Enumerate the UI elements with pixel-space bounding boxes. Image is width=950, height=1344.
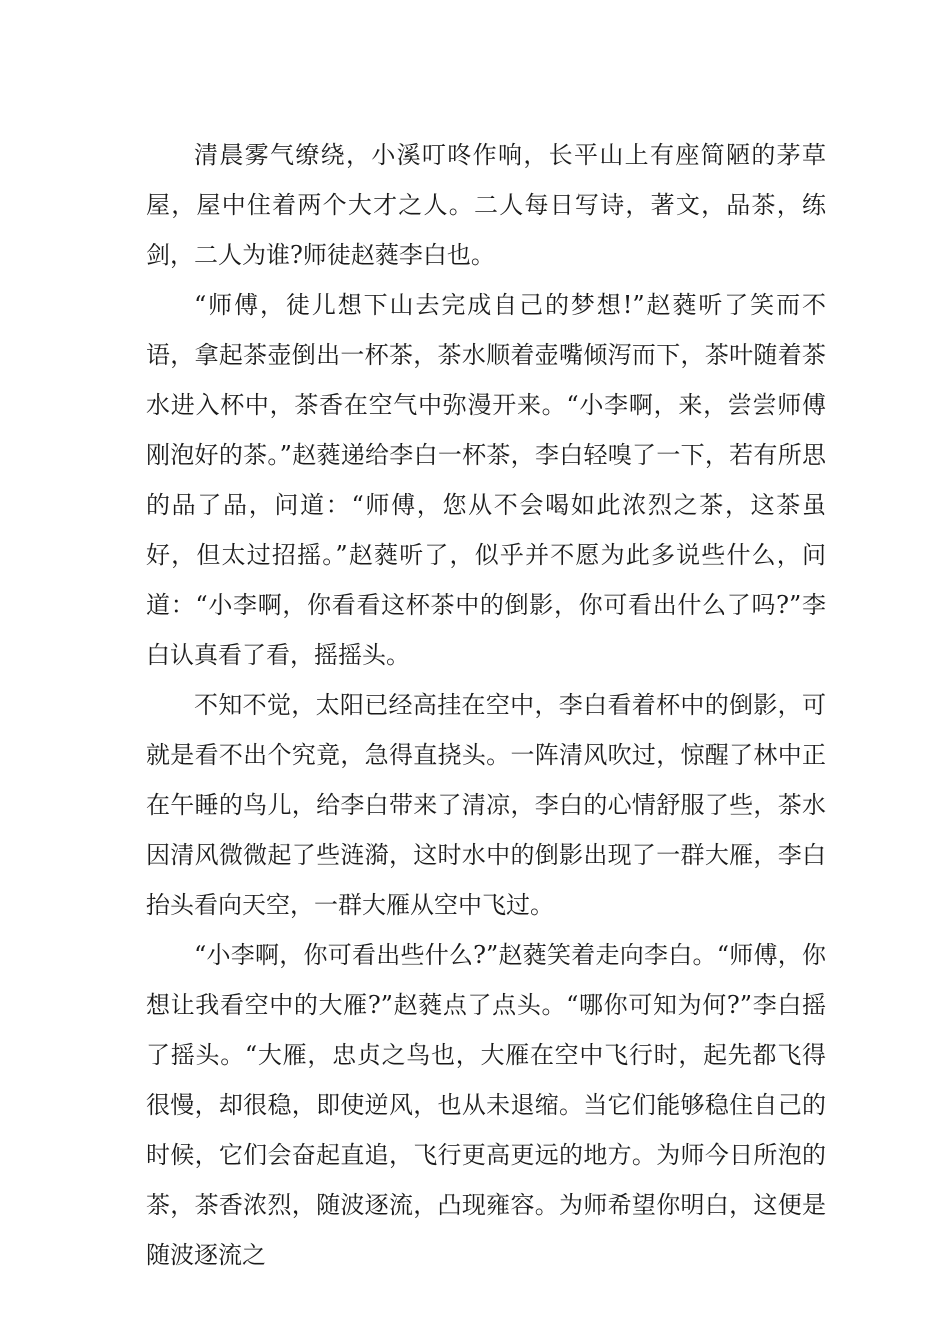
paragraph-4: “小李啊，你可看出些什么?”赵蕤笑着走向李白。“师傅，你想让我看空中的大雁?”赵蕤点了点头。“哪你可知为何?”李白摇了摇头。“大雁，忠贞之鸟也，大雁在空中飞行时，起先都飞得很慢，却很稳，即使逆风，也从未退缩。当它们能够稳住自己的时候，它们会奋起直追，飞行更高更远的地方。为师今日所泡的茶，茶香浓烈，随波逐流，凸现雍容。为师希望你明白，这便是随波逐流之: [146, 941, 826, 1269]
paragraph-3: 不知不觉，太阳已经高挂在空中，李白看着杯中的倒影，可就是看不出个究竟，急得直挠头。一阵清风吹过，惊醒了林中正在午睡的鸟儿，给李白带来了清凉，李白的心情舒服了些，茶水因清风微微起了些涟漪，这时水中的倒影出现了一群大雁，李白抬头看向天空，一群大雁从空中飞过。: [146, 691, 826, 919]
story-body: [146, 130, 826, 1280]
paragraph-1: 清晨雾气缭绕，小溪叮咚作响，长平山上有座简陋的茅草屋，屋中住着两个大才之人。二人每日写诗，著文，品茶，练剑，二人为谁?师徒赵蕤李白也。: [146, 141, 826, 269]
paragraph-2: “师傅，徒儿想下山去完成自己的梦想!”赵蕤听了笑而不语，拿起茶壶倒出一杯茶，茶水顺着壶嘴倾泻而下，茶叶随着茶水进入杯中，茶香在空气中弥漫开来。“小李啊，来，尝尝师傅刚泡好的茶。”赵蕤递给李白一杯茶，李白轻嗅了一下，若有所思的品了品，问道：“师傅，您从不会喝如此浓烈之茶，这茶虽好，但太过招摇。”赵蕤听了，似乎并不愿为此多说些什么，问道：“小李啊，你看看这杯茶中的倒影，你可看出什么了吗?”李白认真看了看，摇摇头。: [146, 291, 826, 669]
